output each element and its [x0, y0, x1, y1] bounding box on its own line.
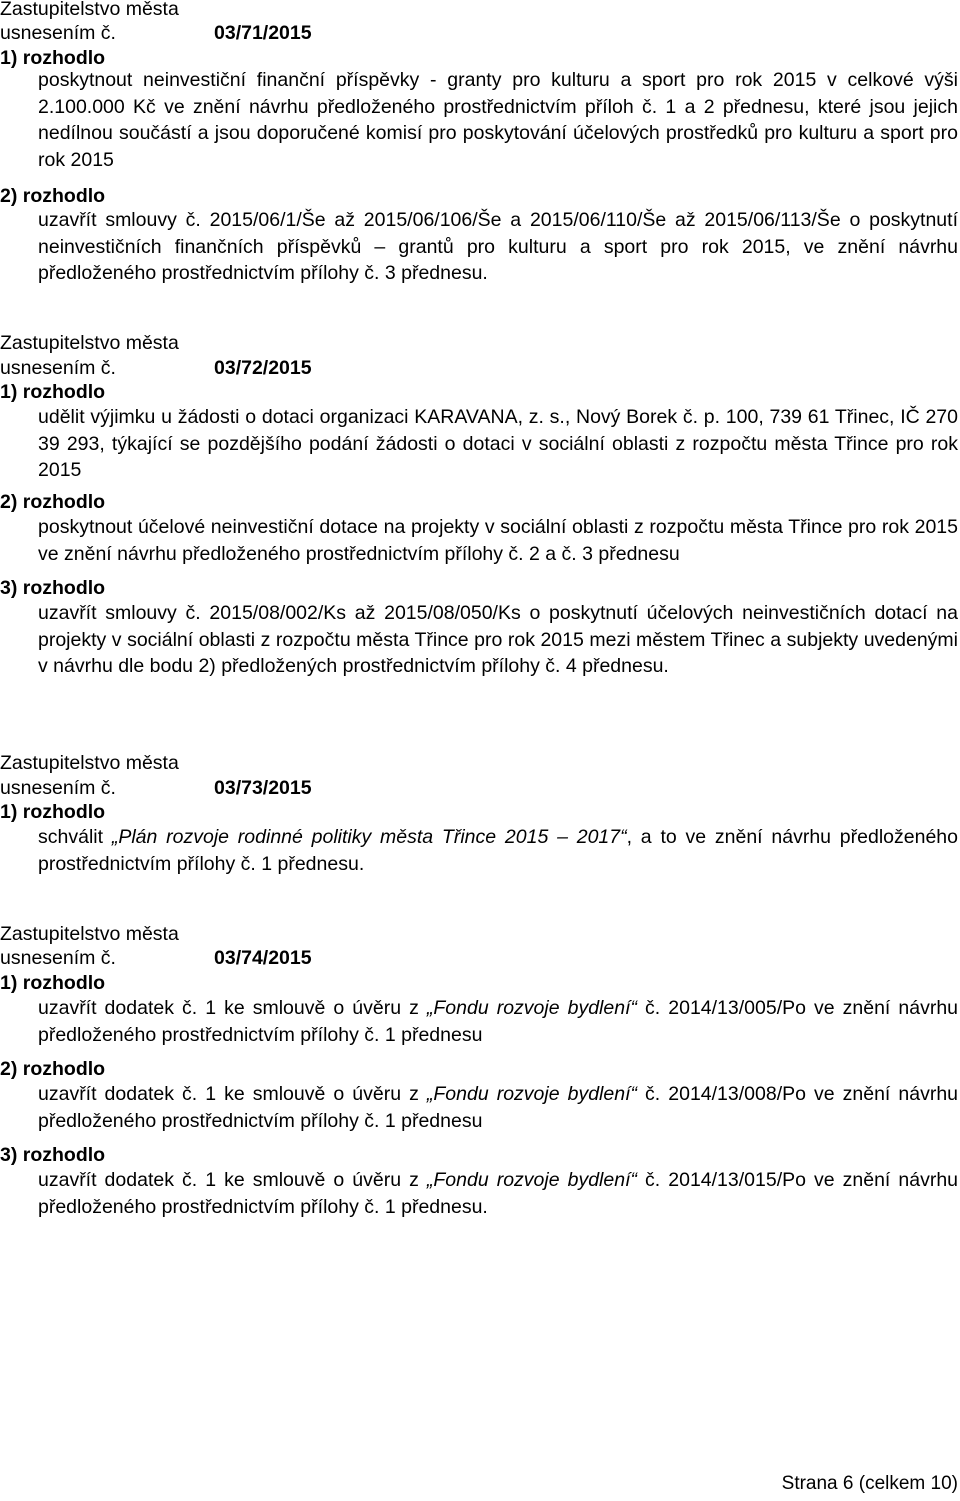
decision-label: 3) rozhodlo: [0, 577, 106, 599]
decision-text-after: č. 2014/13/005/Po ve znění návrhu předloženého prostřednictvím přílohy č. 1 přednesu: [38, 997, 959, 1046]
page-number: Strana 6 (celkem 10): [781, 1473, 958, 1494]
decision-label: 1) rozhodlo: [0, 381, 106, 403]
resolution-number: 03/74/2015: [214, 947, 312, 969]
resolution-label: usnesením č.: [0, 947, 116, 969]
decision-text-italic: „Plán rozvoje rodinné politiky města Třince 2015 – 2017“: [111, 826, 627, 848]
decision-label: 1) rozhodlo: [0, 47, 106, 69]
decision-text-after: č. 2014/13/015/Po ve znění návrhu předloženého prostřednictvím přílohy č. 1 přednesu.: [38, 1169, 959, 1218]
decision-label: 1) rozhodlo: [0, 972, 106, 994]
council-name: Zastupitelstvo města: [0, 923, 179, 945]
decision-text-before: uzavřít dodatek č. 1 ke smlouvě o úvěru z: [38, 1169, 427, 1191]
decision-text: [38, 1081, 958, 1134]
decision-label: 3) rozhodlo: [0, 1144, 106, 1166]
resolution-number: 03/73/2015: [214, 777, 312, 799]
decision-label: 2) rozhodlo: [0, 185, 106, 207]
decision-label: 2) rozhodlo: [0, 491, 106, 513]
resolution-label: usnesením č.: [0, 357, 116, 379]
decision-text: udělit výjimku u žádosti o dotaci organizaci KARAVANA, z. s., Nový Borek č. p. 100, 739 61 Třinec, IČ 270 39 293, týkající se pozdějšího podání žádosti o dotaci v sociální oblasti z rozpočtu města Třince pro rok 2015: [38, 406, 958, 481]
council-name: Zastupitelstvo města: [0, 332, 179, 354]
resolution-label: [0, 21, 116, 45]
decision-text: poskytnout neinvestiční finanční příspěvky - granty pro kulturu a sport pro rok 2015 v celkové výši 2.100.000 Kč ve znění návrhu předloženého prostřednictvím příloh č. 1 a 2 přednesu, které jsou jejich nedílnou součástí a jsou doporučené komisí pro poskytování účelových prostředků pro kulturu a sport pro rok 2015: [38, 69, 958, 171]
resolution-number: 03/71/2015: [214, 22, 312, 44]
resolution-number: 03/72/2015: [214, 357, 312, 379]
decision-text-after: č. 2014/13/008/Po ve znění návrhu předloženého prostřednictvím přílohy č. 1 přednesu: [38, 1083, 959, 1132]
decision-label: 1) rozhodlo: [0, 801, 106, 823]
decision-text: [38, 995, 958, 1048]
decision-text-before: uzavřít dodatek č. 1 ke smlouvě o úvěru z: [38, 997, 427, 1019]
decision-text: uzavřít smlouvy č. 2015/08/002/Ks až 2015/08/050/Ks o poskytnutí účelových neinvestičních dotací na projekty v sociální oblasti z rozpočtu města Třince pro rok 2015 mezi městem Třinec a subjekty uvedenými v návrhu dle bodu 2) předložených prostřednictvím přílohy č. 4 přednesu.: [38, 602, 958, 677]
resolution-label-text: usnesením č.: [0, 22, 116, 44]
decision-text-before: schválit: [38, 826, 112, 848]
decision-text: uzavřít smlouvy č. 2015/06/1/Še až 2015/06/106/Še a 2015/06/110/Še až 2015/06/113/Še o poskytnutí neinvestičních finančních příspěvků – grantů pro kulturu a sport pro rok 2015, ve znění návrhu předloženého prostřednictvím přílohy č. 3 přednesu.: [38, 209, 958, 284]
decision-text: poskytnout účelové neinvestiční dotace na projekty v sociální oblasti z rozpočtu města Třince pro rok 2015 ve znění návrhu předloženého prostřednictvím přílohy č. 2 a č. 3 přednesu: [38, 516, 958, 565]
decision-text-after: , a to ve znění návrhu předloženého prostřednictvím přílohy č. 1 přednesu.: [38, 826, 958, 875]
decision-text: [38, 1167, 958, 1220]
decision-text-before: uzavřít dodatek č. 1 ke smlouvě o úvěru z: [38, 1083, 427, 1105]
decision-text-italic: „Fondu rozvoje bydlení“: [426, 1083, 637, 1105]
council-name: Zastupitelstvo města: [0, 752, 179, 774]
decision-text-italic: „Fondu rozvoje bydlení“: [426, 1169, 637, 1191]
council-name: Zastupitelstvo města: [0, 0, 179, 20]
resolution-label: usnesením č.: [0, 777, 116, 799]
decision-text: [38, 824, 958, 877]
decision-label: 2) rozhodlo: [0, 1058, 106, 1080]
decision-text-italic: „Fondu rozvoje bydlení“: [426, 997, 637, 1019]
